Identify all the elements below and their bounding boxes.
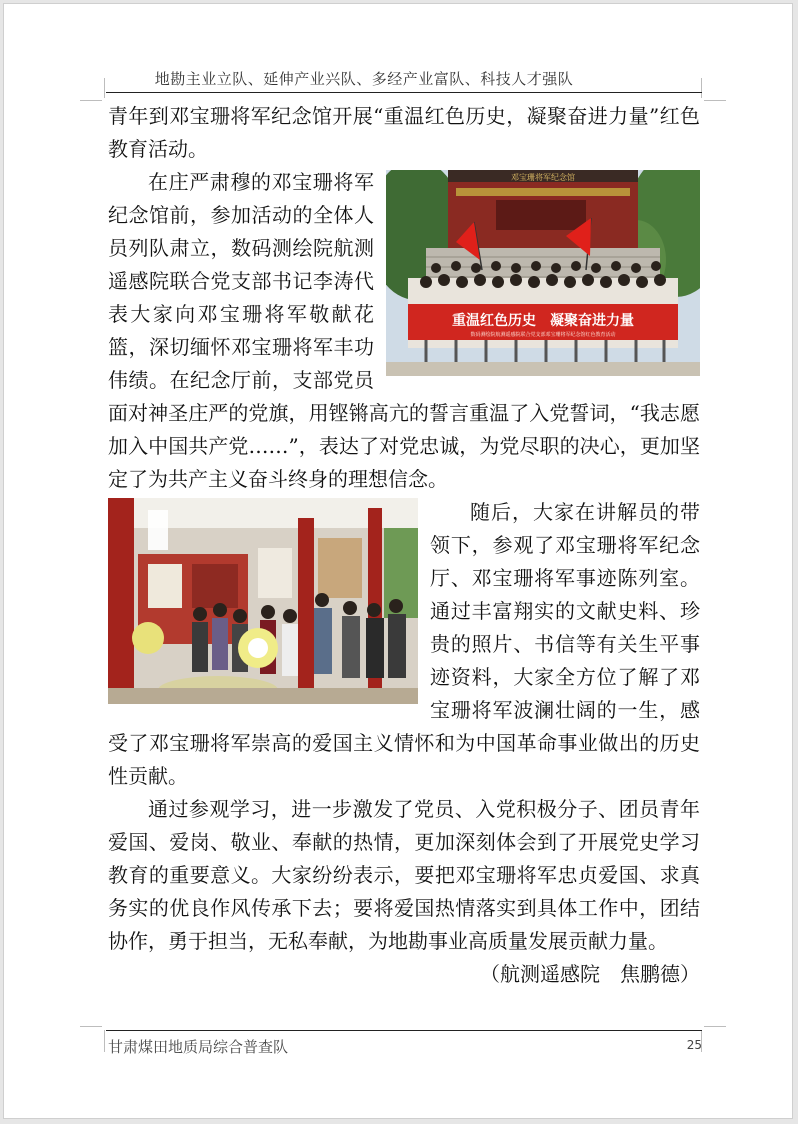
footer-rule: [106, 1030, 702, 1031]
gate-sign-text: 邓宝珊将军纪念馆: [511, 173, 575, 182]
banner-sub-text: 数码测绘院航测遥感院联合党支部邓宝珊将军纪念馆红色教育活动: [470, 332, 616, 338]
article-body: [108, 100, 700, 991]
paragraph-intro: 青年到邓宝珊将军纪念馆开展“重温红色历史，凝聚奋进力量”红色教育活动。: [108, 104, 700, 161]
running-header: 地勘主业立队、延伸产业兴队、多经产业富队、科技人才强队: [154, 70, 574, 88]
author-signature: （航测遥感院 焦鹏德）: [480, 962, 700, 986]
header-rule: [106, 92, 702, 93]
paragraph-ceremony: 在庄严肃穆的邓宝珊将军纪念馆前，参加活动的全体人员列队肃立，数码测绘院航测遥感院联合党支部书记李涛代表大家向邓宝珊将军敬献花篮，深切缅怀邓宝珊将军丰功伟绩。在纪念厅前，支部党员面对神圣庄严的党旗，用铿锵高亢的誓言重温了入党誓词，“我志愿加入中国共产党……”，表达了对党忠诚，为党尽职的决心，更加坚定了为共产主义奋斗终身的理想信念。: [108, 170, 700, 491]
paragraph-visit: 随后，大家在讲解员的带领下，参观了邓宝珊将军纪念厅、邓宝珊将军事迹陈列室。通过丰富翔实的文献史料、珍贵的照片、书信等有关生平事迹资料，大家全方位了解了邓宝珊将军波澜壮阔的一生，感受了邓宝珊将军崇高的爱国主义情怀和为中国革命事业做出的历史性贡献。: [108, 500, 700, 788]
group-photo: [386, 170, 700, 376]
crop-mark: [704, 100, 726, 101]
crop-mark: [80, 100, 102, 101]
page-number: 25: [686, 1038, 702, 1052]
crop-mark: [701, 78, 702, 98]
document-page: [3, 3, 793, 1119]
crop-mark: [104, 1030, 105, 1052]
exhibition-photo-image: [108, 498, 418, 704]
footer-organization: 甘肃煤田地质局综合普查队: [108, 1038, 289, 1056]
group-photo-image: [386, 170, 700, 376]
paragraph-conclusion: 通过参观学习，进一步激发了党员、入党积极分子、团员青年爱国、爱岗、敬业、奉献的热情，更加深刻体会到了开展党史学习教育的重要意义。大家纷纷表示，要把邓宝珊将军忠贞爱国、求真务实的优良作风传承下去；要将爱国热情落实到具体工作中，团结协作，勇于担当，无私奉献，为地勘事业高质量发展贡献力量。: [108, 797, 700, 953]
banner-main-text: 重温红色历史 凝聚奋进力量: [452, 313, 634, 329]
exhibition-photo: [108, 498, 418, 704]
crop-mark: [80, 1026, 102, 1027]
crop-mark: [704, 1026, 726, 1027]
